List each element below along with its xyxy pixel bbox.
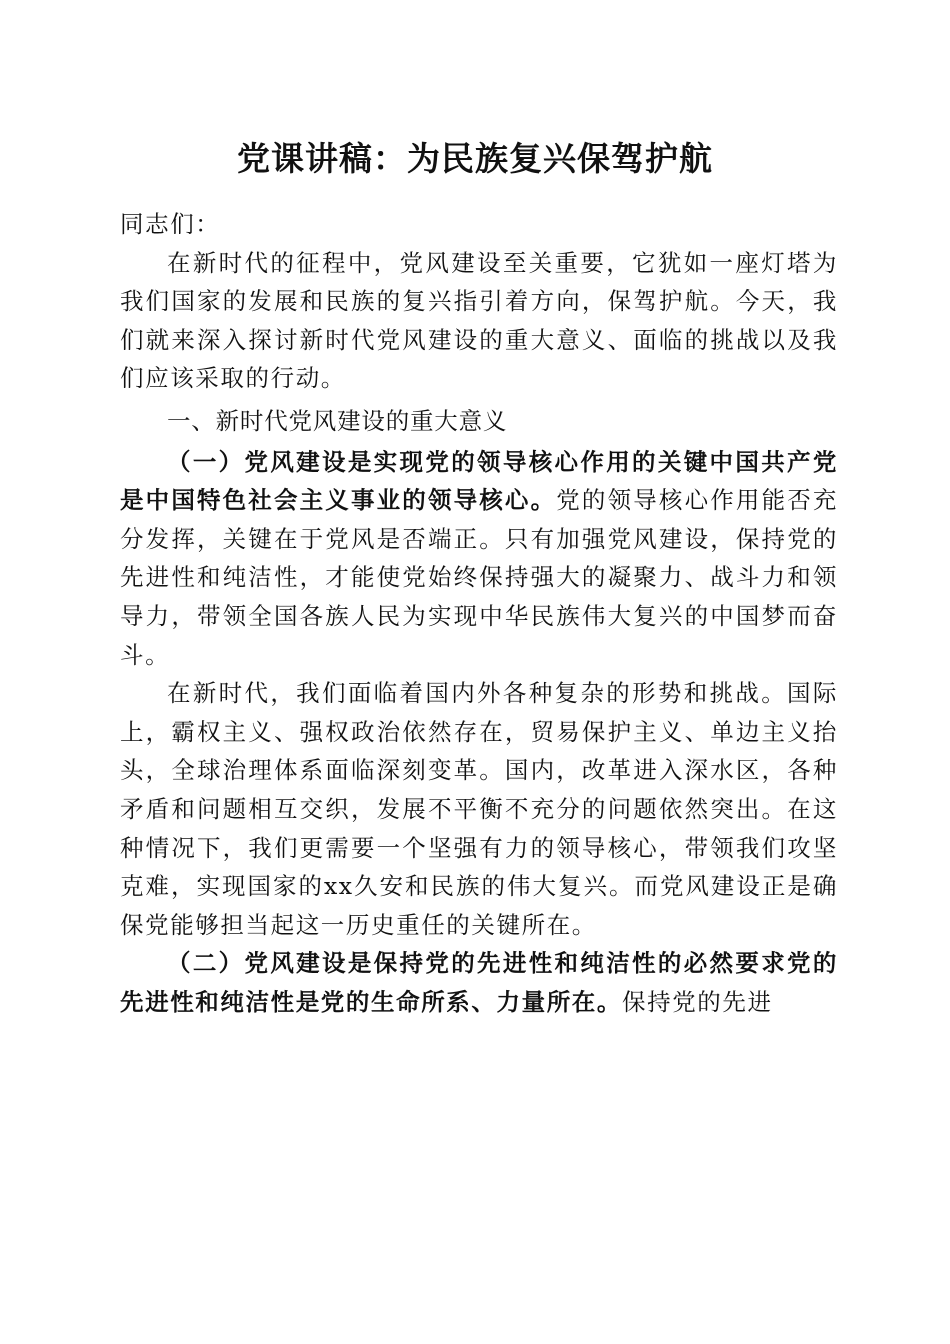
subsection-2-paragraph [120, 944, 838, 1021]
section-heading-1: 一、新时代党风建设的重大意义 [167, 406, 508, 435]
intro-paragraph: 在新时代的征程中，党风建设至关重要，它犹如一座灯塔为我们国家的发展和民族的复兴指引着方向，保驾护航。今天，我们就来深入探讨新时代党风建设的重大意义、面临的挑战以及我们应该采取的行动。 [120, 248, 838, 393]
page-title: 党课讲稿：为民族复兴保驾护航 [237, 139, 713, 178]
subsection-2-body: 保持党的先进 [622, 987, 773, 1016]
subsection-1-body: 党的领导核心作用能否充分发挥，关键在于党风是否端正。只有加强党风建设，保持党的先进性和纯洁性，才能使党始终保持强大的凝聚力、战斗力和领导力，带领全国各族人民为实现中华民族伟大复兴的中国梦而奋斗。 [120, 486, 838, 669]
subsection-2-lead: （二）党风建设是保持党的先进性和纯洁性的必然要求党的先进性和纯洁性是党的生命所系、力量所在。 [120, 949, 838, 1016]
document-body [120, 205, 838, 1021]
subsection-1-paragraph [120, 443, 838, 675]
salutation: 同志们： [120, 210, 221, 238]
paragraph-2: 在新时代，我们面临着国内外各种复杂的形势和挑战。国际上，霸权主义、强权政治依然存在，贸易保护主义、单边主义抬头，全球治理体系面临深刻变革。国内，改革进入深水区，各种矛盾和问题相互交织，发展不平衡不充分的问题依然突出。在这种情况下，我们更需要一个坚强有力的领导核心，带领我们攻坚克难，实现国家的xx久安和民族的伟大复兴。而党风建设正是确保党能够担当起这一历史重任的关键所在。 [120, 679, 838, 939]
subsection-1-lead: （一）党风建设是实现党的领导核心作用的关键中国共产党是中国特色社会主义事业的领导核心。 [120, 447, 838, 515]
